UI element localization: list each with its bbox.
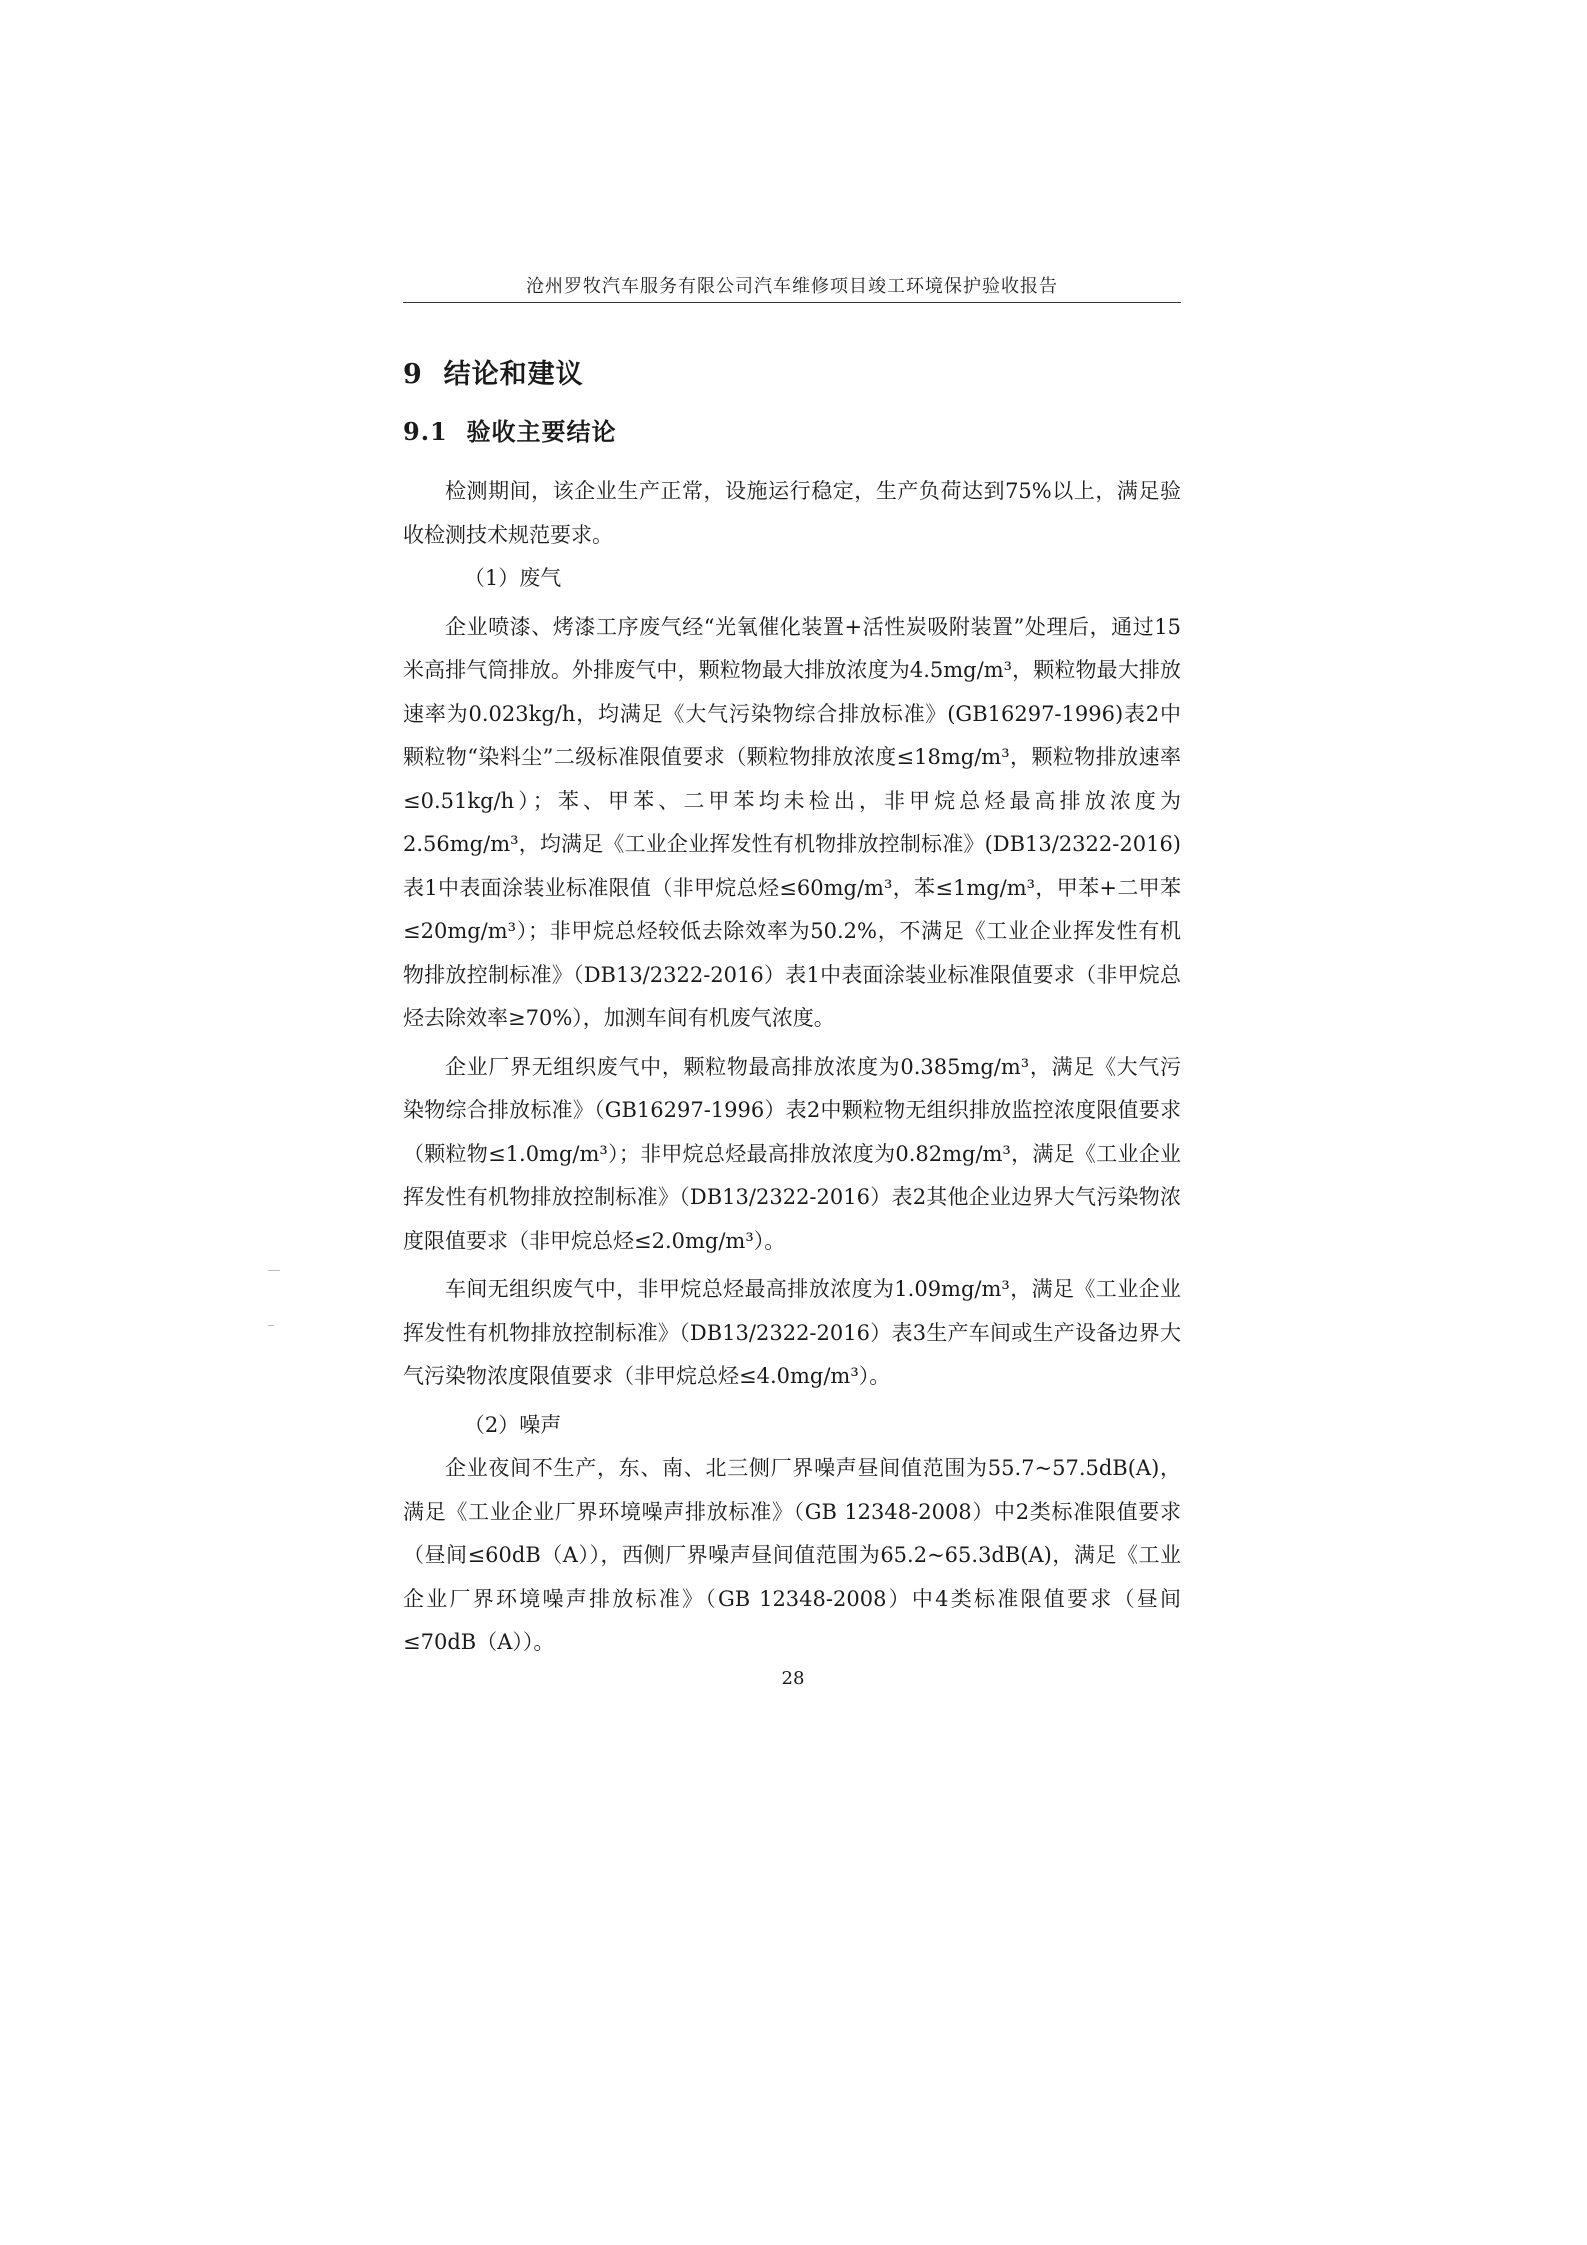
body-text <box>403 470 1181 1665</box>
scan-artifact <box>268 1270 280 1271</box>
chapter-title-text: 结论和建议 <box>443 359 584 390</box>
paragraph-workshop-emissions: 车间无组织废气中，非甲烷总烃最高排放浓度为1.09mg/m³，满足《工业企业挥发性有机物排放控制标准》（DB13/2322-2016）表3生产车间或生产设备边界大气污染物浓度限值要求（非甲烷总烃≤4.0mg/m³）。 <box>403 1277 1181 1388</box>
paragraph-exhaust-stack: 企业喷漆、烤漆工序废气经“光氧催化装置+活性炭吸附装置”处理后，通过15米高排气筒排放。外排废气中，颗粒物最大排放浓度为4.5mg/m³，颗粒物最大排放速率为0.023kg/h，均满足《大气污染物综合排放标准》(GB16297-1996)表2中颗粒物“染料尘”二级标准限值要求（颗粒物排放浓度≤18mg/m³，颗粒物排放速率≤0.51kg/h）；苯、甲苯、二甲苯均未检出，非甲烷总烃最高排放浓度为2.56mg/m³，均满足《工业企业挥发性有机物排放控制标准》(DB13/2322-2016)表1中表面涂装业标准限值（非甲烷总烃≤60mg/m³，苯≤1mg/m³，甲苯+二甲苯≤20mg/m³）；非甲烷总烃较低去除效率为50.2%，不满足《工业企业挥发性有机物排放控制标准》（DB13/2322-2016）表1中表面涂装业标准限值要求（非甲烷总烃去除效率≥70%），加测车间有机废气浓度。 <box>403 614 1181 1030</box>
section-title-text: 验收主要结论 <box>466 417 617 446</box>
paragraph-boundary-emissions: 企业厂界无组织废气中，颗粒物最高排放浓度为0.385mg/m³，满足《大气污染物综合排放标准》（GB16297-1996）表2中颗粒物无组织排放监控浓度限值要求（颗粒物≤1.0mg/m³）；非甲烷总烃最高排放浓度为0.82mg/m³，满足《工业企业挥发性有机物排放控制标准》（DB13/2322-2016）表2其他企业边界大气污染物浓度限值要求（非甲烷总烃≤2.0mg/m³）。 <box>403 1054 1181 1253</box>
section-title <box>403 412 616 447</box>
chapter-number: 9 <box>403 359 423 390</box>
running-header: 沧州罗牧汽车服务有限公司汽车维修项目竣工环境保护验收报告 <box>526 276 1058 297</box>
section-number: 9.1 <box>403 417 448 446</box>
paragraph-noise: 企业夜间不生产，东、南、北三侧厂界噪声昼间值范围为55.7~57.5dB(A)，满足《工业企业厂界环境噪声排放标准》（GB 12348-2008）中2类标准限值要求（昼间≤60dB（A）），西侧厂界噪声昼间值范围为65.2~65.3dB(A)，满足《工业企业厂界环境噪声排放标准》（GB 12348-2008）中4类标准限值要求（昼间≤70dB（A））。 <box>403 1456 1181 1654</box>
subheading-noise: （2）噪声 <box>463 1412 562 1437</box>
subheading-exhaust-gas: （1）废气 <box>463 566 562 590</box>
chapter-title <box>403 352 584 391</box>
header-rule <box>403 302 1181 303</box>
paragraph-intro: 检测期间，该企业生产正常，设施运行稳定，生产负荷达到75%以上，满足验收检测技术规范要求。 <box>403 479 1181 547</box>
scan-artifact <box>268 1325 274 1326</box>
page-number: 28 <box>781 1668 805 1689</box>
